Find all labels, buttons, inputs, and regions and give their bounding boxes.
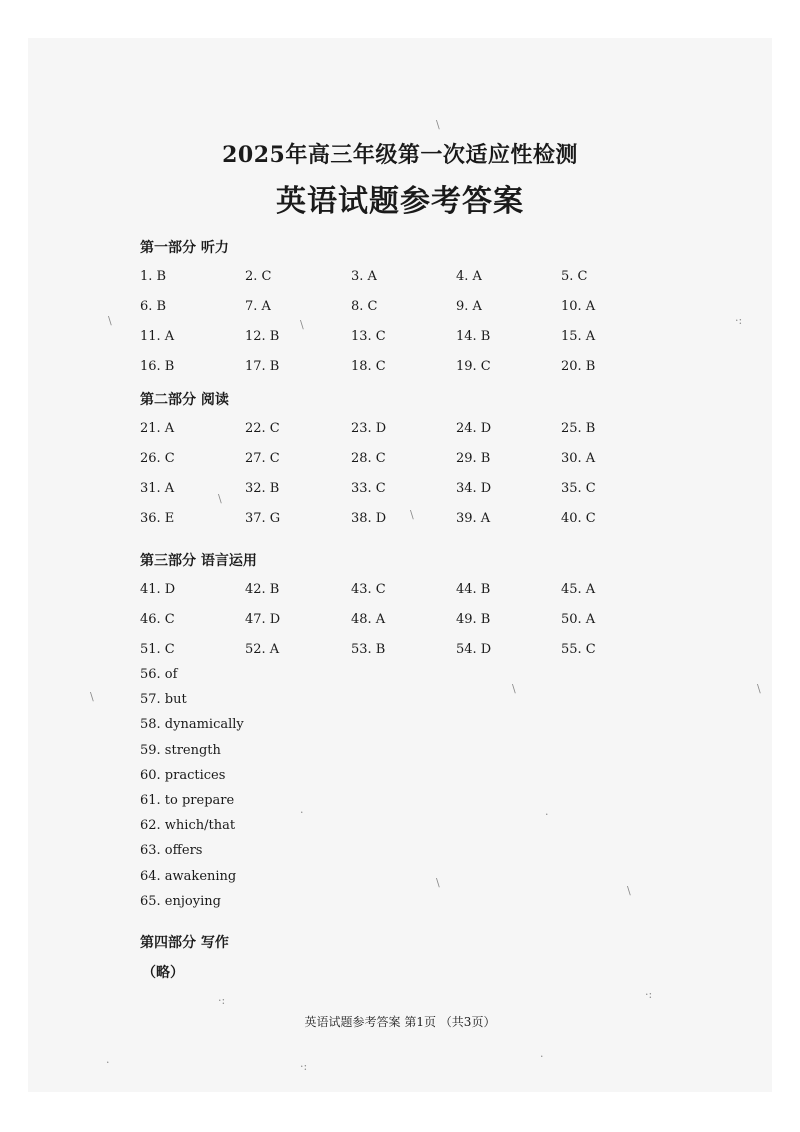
scan-speck: \ — [436, 118, 440, 131]
scan-speck: ·: — [735, 314, 743, 327]
answer-item: 17. B — [245, 359, 280, 374]
answer-item: 12. B — [245, 329, 280, 344]
answer-row — [140, 359, 640, 389]
answer-item: 11. A — [140, 329, 175, 344]
answer-item: 21. A — [140, 421, 175, 436]
list-item: 57. but — [140, 692, 187, 708]
scan-speck: \ — [627, 884, 631, 897]
list-item: 63. offers — [140, 843, 203, 859]
answer-row — [140, 299, 640, 329]
answer-item: 37. G — [245, 511, 281, 526]
answer-item: 47. D — [245, 612, 281, 627]
answer-item: 23. D — [351, 421, 387, 436]
scan-speck: ·: — [645, 988, 653, 1001]
document-title: 英语试题参考答案 — [276, 184, 524, 219]
answer-item: 49. B — [456, 612, 491, 627]
list-item: 58. dynamically — [140, 717, 244, 733]
scan-speck: · — [540, 1050, 544, 1063]
answer-grid-listening — [140, 269, 640, 389]
answer-item: 9. A — [456, 299, 482, 314]
answer-item: 54. D — [456, 642, 492, 657]
answer-item: 14. B — [456, 329, 491, 344]
scan-speck: \ — [108, 314, 112, 327]
answer-row — [140, 421, 640, 451]
list-item: 60. practices — [140, 767, 226, 783]
answer-item: 40. C — [561, 511, 596, 526]
answer-item: 26. C — [140, 451, 175, 466]
answer-item: 34. D — [456, 481, 492, 496]
scan-speck: \ — [300, 318, 304, 331]
list-item: 56. of — [140, 667, 178, 682]
answer-item: 46. C — [140, 612, 175, 627]
list-item: 59. strength — [140, 742, 221, 758]
scan-speck: \ — [436, 876, 440, 889]
answer-item: 25. B — [561, 421, 596, 436]
scan-speck: ·: — [218, 994, 226, 1007]
answer-item: 52. A — [245, 642, 280, 657]
answer-item: 3. A — [351, 269, 377, 284]
answer-item: 18. C — [351, 359, 386, 374]
answer-item: 43. C — [351, 582, 386, 597]
answer-item: 41. D — [140, 582, 176, 597]
answer-item: 38. D — [351, 511, 387, 526]
answer-item: 22. C — [245, 421, 280, 436]
answer-item: 33. C — [351, 481, 386, 496]
answer-item: 32. B — [245, 481, 280, 496]
scan-speck: \ — [218, 492, 222, 505]
answer-item: 7. A — [245, 299, 271, 314]
scan-speck: \ — [90, 690, 94, 703]
answer-row — [140, 269, 640, 299]
answer-row — [140, 582, 640, 612]
answer-item: 4. A — [456, 269, 482, 284]
answer-item: 30. A — [561, 451, 596, 466]
answer-item: 29. B — [456, 451, 491, 466]
answer-item: 36. E — [140, 511, 175, 526]
section-heading-reading: 第二部分 阅读 — [140, 392, 229, 408]
list-item: 64. awakening — [140, 868, 237, 884]
answer-item: 35. C — [561, 481, 596, 496]
exam-title: 2025年高三年级第一次适应性检测 — [222, 142, 578, 168]
answer-item: 19. C — [456, 359, 491, 374]
answer-item: 8. C — [351, 299, 378, 314]
scan-speck: \ — [512, 682, 516, 695]
scan-speck: · — [545, 808, 549, 821]
scan-speck: \ — [757, 682, 761, 695]
answer-item: 5. C — [561, 269, 588, 284]
answer-item: 39. A — [456, 511, 491, 526]
fill-in-answer-list — [140, 667, 244, 919]
answer-item: 13. C — [351, 329, 386, 344]
answer-grid-reading — [140, 421, 640, 541]
answer-item: 2. C — [245, 269, 272, 284]
answer-row — [140, 612, 640, 642]
scan-speck: ·: — [300, 1060, 308, 1073]
section-heading-writing: 第四部分 写作 — [140, 935, 229, 951]
answer-item: 45. A — [561, 582, 596, 597]
answer-item: 6. B — [140, 299, 167, 314]
list-item: 65. enjoying — [140, 893, 221, 909]
answer-item: 51. C — [140, 642, 175, 657]
section-heading-language-use: 第三部分 语言运用 — [140, 553, 257, 569]
answer-item: 48. A — [351, 612, 386, 627]
answer-row — [140, 451, 640, 481]
scan-speck: · — [300, 806, 304, 819]
answer-grid-language-use — [140, 582, 640, 672]
scan-speck: · — [106, 1056, 110, 1069]
writing-omitted-note: （略） — [142, 965, 184, 981]
answer-item: 31. A — [140, 481, 175, 496]
answer-item: 20. B — [561, 359, 596, 374]
answer-item: 1. B — [140, 269, 167, 284]
answer-item: 53. B — [351, 642, 386, 657]
answer-item: 44. B — [456, 582, 491, 597]
answer-row — [140, 481, 640, 511]
answer-item: 50. A — [561, 612, 596, 627]
answer-item: 27. C — [245, 451, 280, 466]
answer-item: 28. C — [351, 451, 386, 466]
answer-item: 55. C — [561, 642, 596, 657]
list-item: 62. which/that — [140, 818, 236, 834]
answer-row — [140, 329, 640, 359]
answer-item: 15. A — [561, 329, 596, 344]
answer-item: 16. B — [140, 359, 175, 374]
section-heading-listening: 第一部分 听力 — [140, 240, 229, 256]
answer-item: 24. D — [456, 421, 492, 436]
scan-speck: \ — [410, 508, 414, 521]
answer-row — [140, 511, 640, 541]
list-item: 61. to prepare — [140, 792, 235, 808]
page-footer: 英语试题参考答案 第1页 （共3页） — [304, 1015, 496, 1029]
answer-item: 42. B — [245, 582, 280, 597]
answer-item: 10. A — [561, 299, 596, 314]
